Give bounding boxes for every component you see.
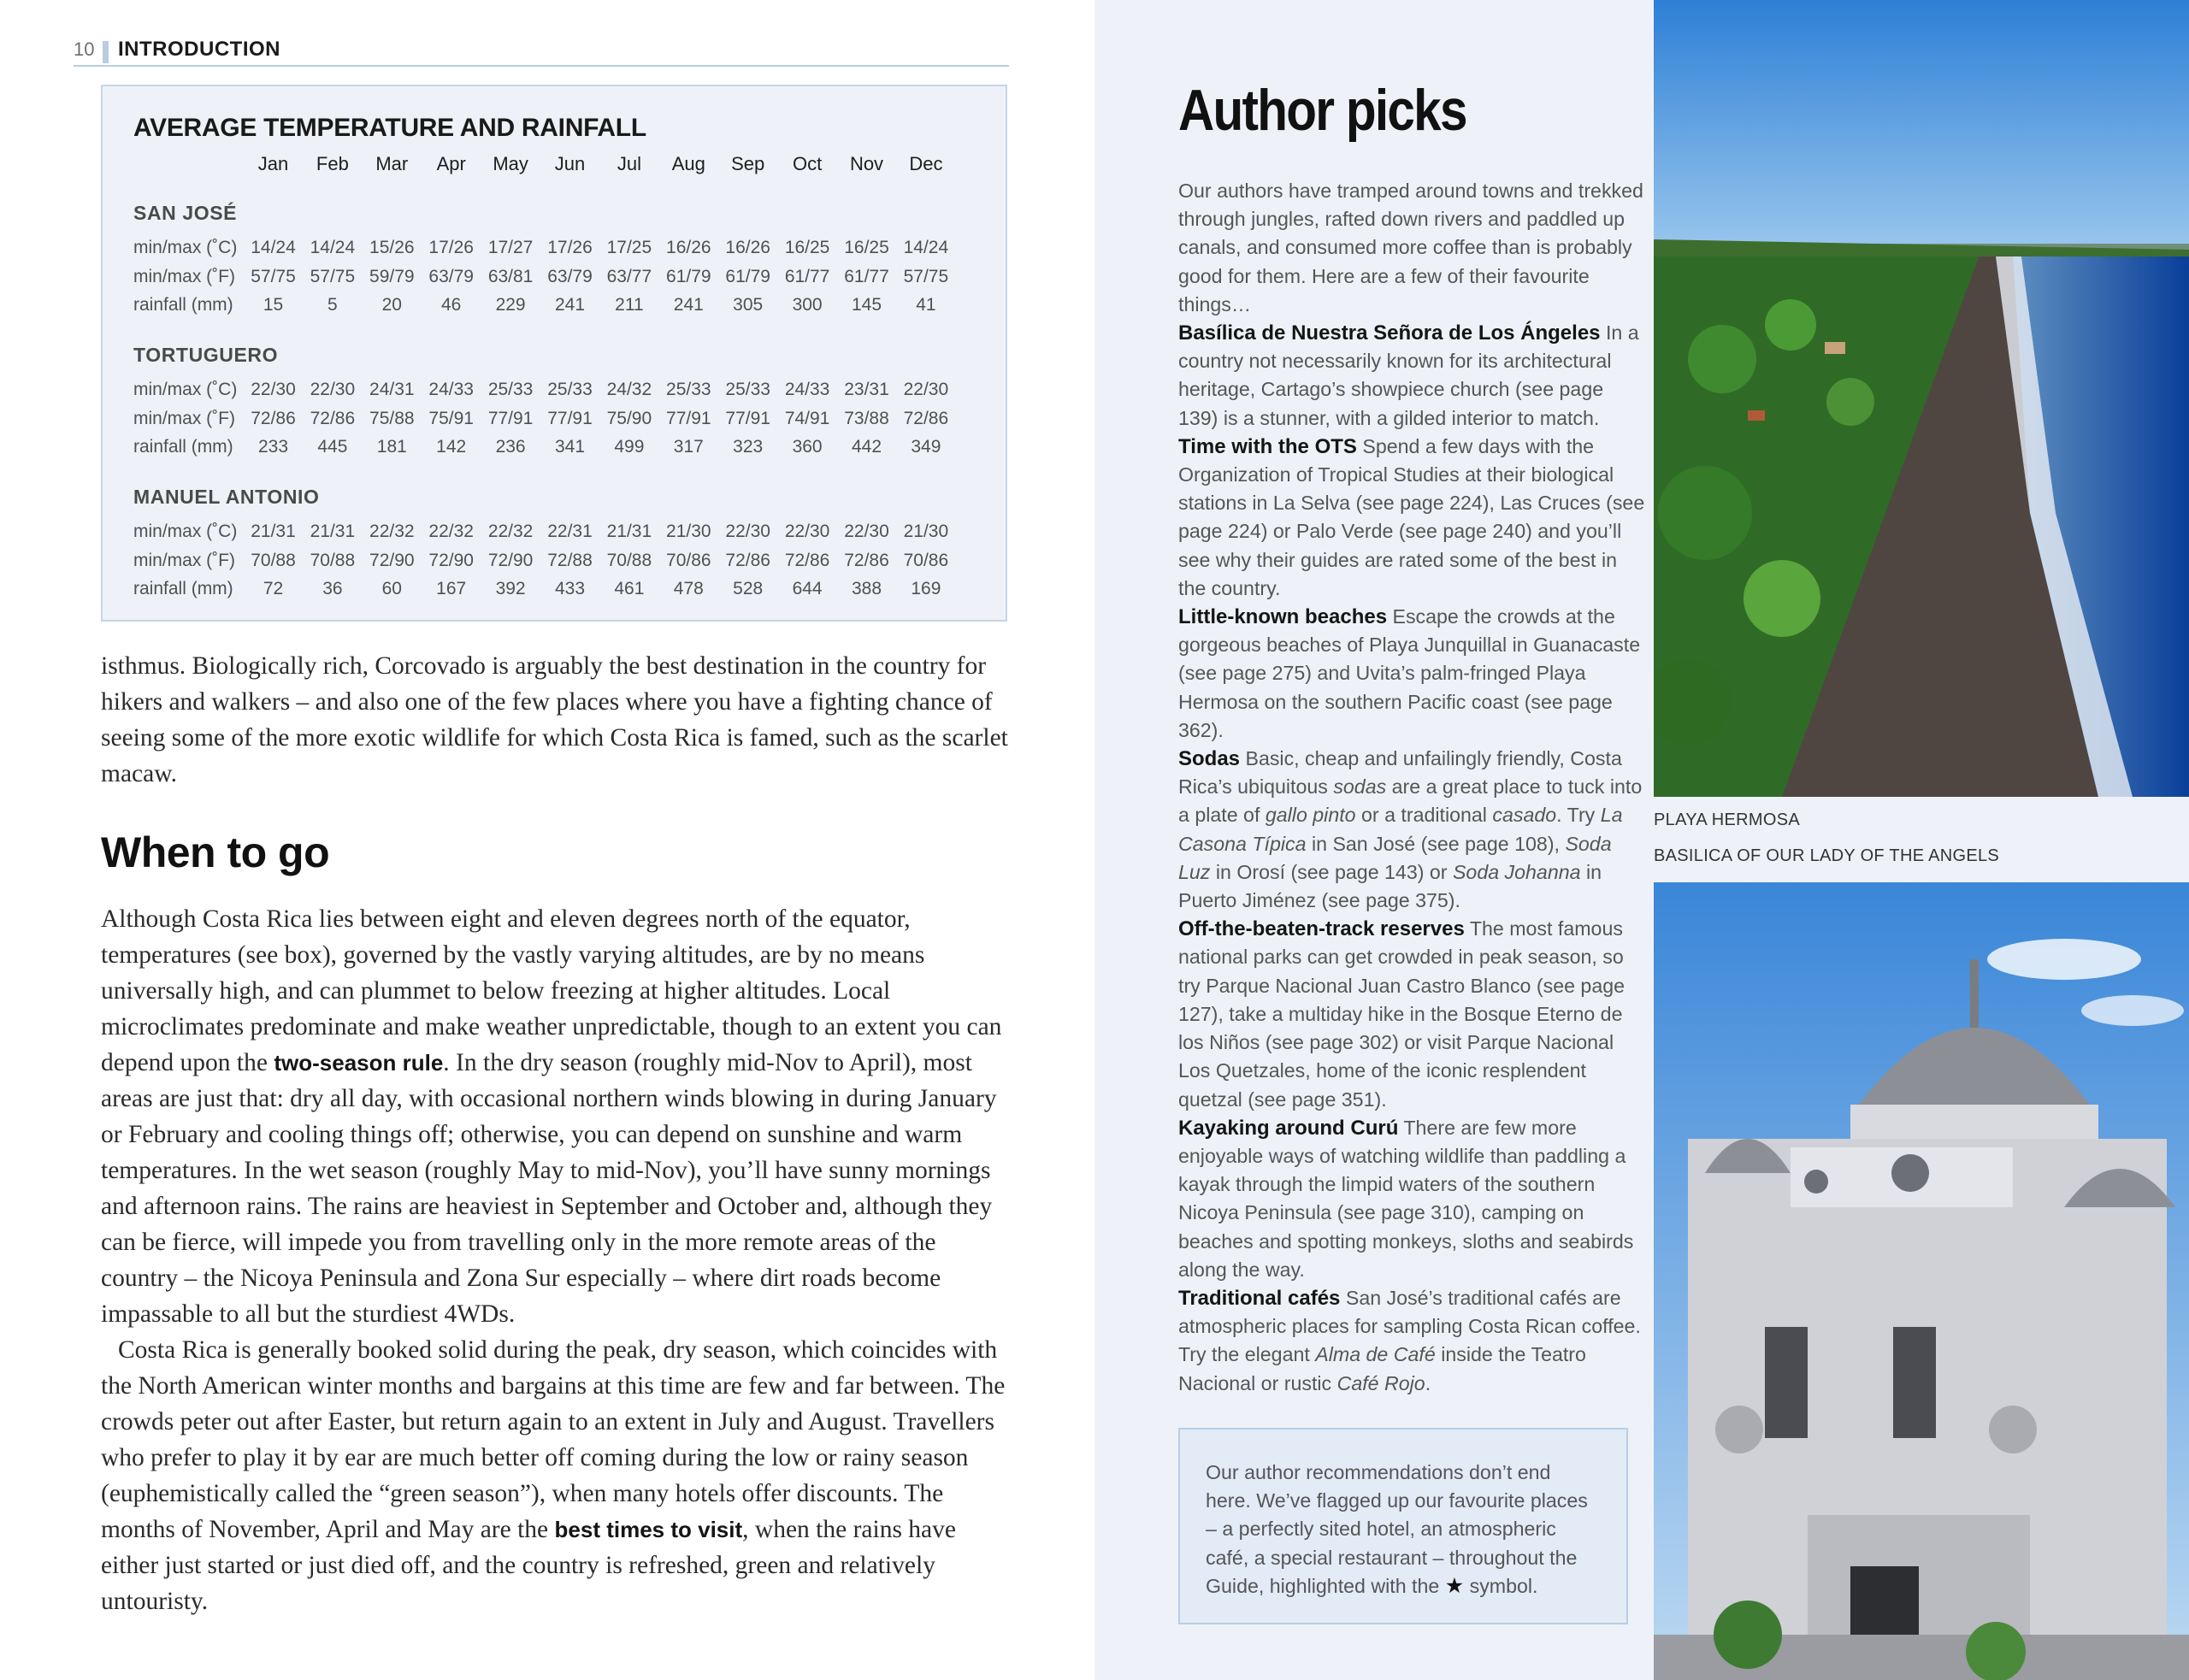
climate-cell: 24/33	[784, 380, 830, 399]
climate-cell: 24/31	[369, 380, 415, 399]
month-header: Apr	[436, 153, 466, 174]
climate-cell: 22/30	[310, 380, 356, 399]
climate-cell: 17/25	[606, 238, 652, 257]
climate-row-rainfall	[103, 295, 1006, 321]
climate-cell: 21/30	[903, 522, 949, 541]
pick-item: Basílica de Nuestra Señora de Los Ángeles In a country not necessarily known for its architectural heritage, Cartago’s showpiece church (see page 139) is a stunner, with a gilded interior to match.	[1178, 321, 1639, 429]
climate-row-celsius	[103, 238, 1006, 263]
month-header: Dec	[909, 153, 943, 174]
basilica-photo	[1654, 882, 2189, 1680]
beach-illustration	[1654, 0, 2189, 797]
when-to-go-paragraph-2: Costa Rica is generally booked solid during the peak, dry season, which coincides with the North American winter months and bargains at this time are few and far between. The crowds peter out after Easter, but return again to an extent in July and August. Travellers who prefer to play it by ear are much better off coming during the low or rainy season (euphemistically called the “green season”), when many hotels offer discounts. The months of November, April and May are the best times to visit, when the rains have either just started or just died off, and the country is refreshed, green and relatively untouristy.	[101, 1336, 1006, 1615]
climate-cell: 46	[441, 295, 462, 315]
climate-cell: 22/30	[784, 522, 830, 541]
climate-cell: 74/91	[784, 408, 830, 428]
month-header: Nov	[849, 153, 884, 174]
climate-cell: 70/86	[903, 550, 949, 570]
climate-cell: 305	[733, 295, 764, 315]
climate-cell: 15/26	[369, 238, 415, 257]
climate-row-fahrenheit	[103, 551, 1006, 576]
climate-cell: 145	[851, 295, 882, 315]
climate-cell: 57/75	[903, 266, 949, 286]
pick-item: Time with the OTS Spend a few days with the Organization of Tropical Studies at their biological stations in La Selva (see page 224), Las Cruces (see page 224) or Palo Verde (see page 240) and you’ll see why their guides are rated some of the best in the country.	[1178, 434, 1645, 599]
climate-cell: 14/24	[310, 238, 356, 257]
climate-cell: 22/31	[547, 522, 593, 541]
climate-cell: 23/31	[844, 380, 889, 399]
row-label: min/max (˚F)	[133, 266, 235, 286]
climate-cell: 644	[792, 579, 823, 598]
climate-cell: 16/26	[725, 238, 770, 257]
climate-cell: 388	[851, 579, 882, 598]
pick-item-cafes: Traditional cafés San José’s traditional cafés are atmospheric places for sampling Costa Rican coffee. Try the elegant Alma de Café inside the Teatro Nacional or rustic Café Rojo.	[1178, 1286, 1641, 1394]
row-label: min/max (˚F)	[133, 550, 235, 570]
when-to-go-body	[101, 901, 1014, 1619]
climate-cell: 241	[673, 295, 704, 315]
climate-cell: 22/32	[369, 522, 415, 541]
when-to-go-heading: When to go	[101, 828, 330, 876]
row-label: min/max (˚C)	[133, 380, 238, 399]
climate-cell: 142	[436, 437, 467, 457]
running-head	[74, 36, 1009, 67]
climate-cell: 63/77	[606, 266, 652, 286]
month-header-row	[103, 153, 1006, 179]
climate-cell: 300	[792, 295, 823, 315]
playa-hermosa-photo	[1654, 0, 2189, 797]
when-to-go-paragraph-1: Although Costa Rica lies between eight and eleven degrees north of the equator, temperatures (see box), governed by the vastly varying altitudes, are by no means universally high, and can plummet to below freezing at higher altitudes. Local microclimates predominate and make weather unpredictable, though to an extent you can depend upon the two-season rule. In the dry season (roughly mid-Nov to April), most areas are just that: dry all day, with occasional northern winds blowing in during January or February and cooling things off; otherwise, you can depend on sunshine and warm temperatures. In the wet season (roughly May to mid-Nov), you’ll have sunny mornings and afternoon rains. The rains are heaviest in September and October and, although they can be fierce, will impede you from travelling only in the more remote areas of the country – the Nicoya Peninsula and Zona Sur especially – where dirt roads become impassable to all but the sturdiest 4WDs.	[101, 905, 1002, 1328]
climate-cell: 77/91	[487, 408, 534, 428]
climate-cell: 61/77	[784, 266, 830, 286]
climate-cell: 22/30	[725, 522, 770, 541]
climate-cell: 25/33	[666, 380, 711, 399]
climate-cell: 41	[916, 295, 936, 315]
intro-paragraph: isthmus. Biologically rich, Corcovado is arguably the best destination in the country for hikers and walkers – and also one of the few places where you have a fighting chance of seeing some of the more exotic wildlife for which Costa Rica is famed, such as the scarlet macaw.	[101, 652, 1008, 787]
row-label: rainfall (mm)	[133, 437, 233, 457]
climate-cell: 72/90	[428, 550, 474, 570]
climate-cell: 72	[263, 579, 284, 598]
climate-cell: 16/25	[784, 238, 830, 257]
month-header: Mar	[375, 153, 409, 174]
month-header: Jan	[257, 153, 289, 174]
climate-cell: 61/79	[666, 266, 711, 286]
climate-row-rainfall	[103, 437, 1006, 463]
climate-table-box	[101, 85, 1007, 622]
row-label: rainfall (mm)	[133, 295, 233, 315]
top-photo-caption: PLAYA HERMOSA	[1654, 811, 1800, 829]
climate-cell: 63/79	[428, 266, 474, 286]
best-times-bold: best times to visit	[554, 1517, 743, 1542]
climate-cell: 70/88	[606, 550, 652, 570]
climate-cell: 21/31	[251, 522, 296, 541]
month-header: Feb	[316, 153, 349, 174]
climate-cell: 16/25	[844, 238, 889, 257]
climate-cell: 433	[554, 579, 586, 598]
climate-cell: 528	[733, 579, 764, 598]
climate-cell: 323	[733, 437, 764, 457]
climate-cell: 341	[554, 437, 586, 457]
climate-cell: 72/90	[369, 550, 415, 570]
section-title: INTRODUCTION	[118, 38, 280, 61]
month-header: May	[493, 153, 528, 174]
climate-cell: 392	[495, 579, 526, 598]
climate-cell: 25/33	[547, 380, 593, 399]
climate-cell: 57/75	[251, 266, 296, 286]
climate-table-title: AVERAGE TEMPERATURE AND RAINFALL	[133, 114, 646, 142]
climate-cell: 72/86	[310, 408, 356, 428]
climate-cell: 16/26	[666, 238, 711, 257]
row-label: min/max (˚F)	[133, 408, 235, 428]
climate-cell: 24/33	[428, 380, 474, 399]
climate-row-rainfall	[103, 579, 1006, 604]
recommendation-box: Our author recommendations don’t end here. We’ve flagged up our favourite places – a perfectly sited hotel, an atmospheric café, a special restaurant – throughout the Guide, highlighted with the ★ symbol.	[1178, 1428, 1628, 1624]
climate-cell: 77/91	[547, 408, 593, 428]
climate-cell: 36	[322, 579, 343, 598]
climate-cell: 21/30	[666, 522, 711, 541]
climate-cell: 77/91	[725, 408, 770, 428]
climate-row-fahrenheit	[103, 409, 1006, 434]
climate-cell: 63/79	[547, 266, 593, 286]
climate-cell: 72/86	[844, 550, 889, 570]
climate-cell: 14/24	[251, 238, 296, 257]
climate-cell: 442	[851, 437, 882, 457]
climate-cell: 167	[436, 579, 467, 598]
climate-cell: 61/79	[725, 266, 770, 286]
location-name: TORTUGUERO	[133, 344, 279, 366]
pick-item: Off-the-beaten-track reserves The most famous national parks can get crowded in peak season, so try Parque Nacional Juan Castro Blanco (see page 127), take a multiday hike in the Bosque Eterno de los Niños (see page 302) or visit Parque Nacional Los Quetzales, home of the iconic resplendent quetzal (see page 351).	[1178, 917, 1626, 1111]
climate-cell: 70/88	[310, 550, 356, 570]
climate-cell: 72/90	[487, 550, 534, 570]
climate-cell: 73/88	[844, 408, 889, 428]
row-label: min/max (˚C)	[133, 522, 238, 541]
climate-cell: 5	[327, 295, 338, 315]
climate-cell: 22/30	[844, 522, 889, 541]
month-header: Oct	[792, 153, 823, 174]
climate-cell: 72/86	[251, 408, 296, 428]
climate-cell: 17/26	[428, 238, 474, 257]
climate-cell: 63/81	[487, 266, 534, 286]
pick-item-sodas: Sodas Basic, cheap and unfailingly friendly, Costa Rica’s ubiquitous sodas are a great place to tuck into a plate of gallo pinto or a traditional casado. Try La Casona Típica in San José (see page 108), Soda Luz in Orosí (see page 143) or Soda Johanna in Puerto Jiménez (see page 375).	[1178, 747, 1643, 912]
climate-cell: 59/79	[369, 266, 415, 286]
page-number: 10	[74, 38, 95, 60]
climate-cell: 349	[911, 437, 941, 457]
climate-cell: 21/31	[310, 522, 356, 541]
climate-cell: 229	[495, 295, 526, 315]
climate-row-fahrenheit	[103, 267, 1006, 292]
climate-cell: 211	[615, 295, 644, 315]
climate-cell: 72/86	[725, 550, 770, 570]
climate-cell: 236	[495, 437, 526, 457]
author-picks-intro: Our authors have tramped around towns and trekked through jungles, rafted down rivers and paddled up canals, and consumed more coffee than is probably good for them. Here are a few of their favourite things…	[1178, 180, 1643, 315]
month-header: Sep	[731, 153, 765, 174]
location-name: SAN JOSÉ	[133, 202, 238, 224]
climate-cell: 22/30	[251, 380, 296, 399]
climate-row-celsius	[103, 522, 1006, 547]
climate-cell: 72/88	[547, 550, 593, 570]
climate-cell: 360	[792, 437, 823, 457]
pick-item: Little-known beaches Escape the crowds at the gorgeous beaches of Playa Junquillal in Guanacaste (see page 275) and Uvita’s palm-fringed Playa Hermosa on the southern Pacific coast (see page 362).	[1178, 605, 1641, 741]
climate-cell: 70/88	[251, 550, 296, 570]
climate-cell: 317	[673, 437, 704, 457]
climate-cell: 75/91	[428, 408, 474, 428]
climate-cell: 57/75	[310, 266, 356, 286]
climate-cell: 20	[381, 295, 402, 315]
climate-cell: 461	[614, 579, 645, 598]
climate-cell: 21/31	[606, 522, 652, 541]
climate-cell: 72/86	[903, 408, 949, 428]
climate-cell: 22/32	[487, 522, 534, 541]
bottom-photo-caption: BASILICA OF OUR LADY OF THE ANGELS	[1654, 846, 2000, 865]
left-page	[0, 0, 1094, 1680]
climate-cell: 77/91	[666, 408, 711, 428]
climate-cell: 478	[673, 579, 704, 598]
month-header: Jul	[617, 153, 641, 174]
climate-row-celsius	[103, 380, 1006, 405]
climate-cell: 499	[614, 437, 645, 457]
climate-cell: 17/26	[547, 238, 593, 257]
pick-item: Kayaking around Curú There are few more enjoyable ways of watching wildlife than paddling a kayak through the limpid waters of the southern Nicoya Peninsula (see page 310), camping on beaches and spotting monkeys, sloths and seabirds along the way.	[1178, 1116, 1634, 1281]
row-label: rainfall (mm)	[133, 579, 233, 598]
month-header: Aug	[671, 153, 705, 174]
climate-cell: 233	[257, 437, 289, 457]
climate-cell: 22/32	[428, 522, 474, 541]
climate-cell: 75/88	[369, 408, 415, 428]
climate-cell: 60	[381, 579, 402, 598]
month-header: Jun	[554, 153, 586, 174]
climate-cell: 75/90	[606, 408, 652, 428]
climate-cell: 241	[554, 295, 586, 315]
location-name: MANUEL ANTONIO	[133, 486, 320, 508]
star-icon: ★	[1444, 1573, 1465, 1598]
climate-cell: 181	[376, 437, 407, 457]
climate-cell: 445	[317, 437, 348, 457]
climate-cell: 25/33	[487, 380, 534, 399]
climate-cell: 169	[911, 579, 941, 598]
climate-cell: 22/30	[903, 380, 949, 399]
two-season-rule-bold: two-season rule	[274, 1050, 444, 1076]
climate-cell: 70/86	[666, 550, 711, 570]
basilica-illustration	[1654, 882, 2189, 1680]
climate-cell: 25/33	[725, 380, 770, 399]
climate-cell: 15	[263, 295, 284, 315]
author-picks-list	[1178, 177, 1645, 1398]
climate-cell: 61/77	[844, 266, 889, 286]
climate-cell: 17/27	[487, 238, 534, 257]
climate-cell: 14/24	[903, 238, 949, 257]
climate-cell: 24/32	[606, 380, 652, 399]
row-label: min/max (˚C)	[133, 238, 238, 257]
climate-cell: 72/86	[784, 550, 830, 570]
section-marker	[103, 41, 109, 63]
author-picks-heading: Author picks	[1178, 78, 1466, 143]
